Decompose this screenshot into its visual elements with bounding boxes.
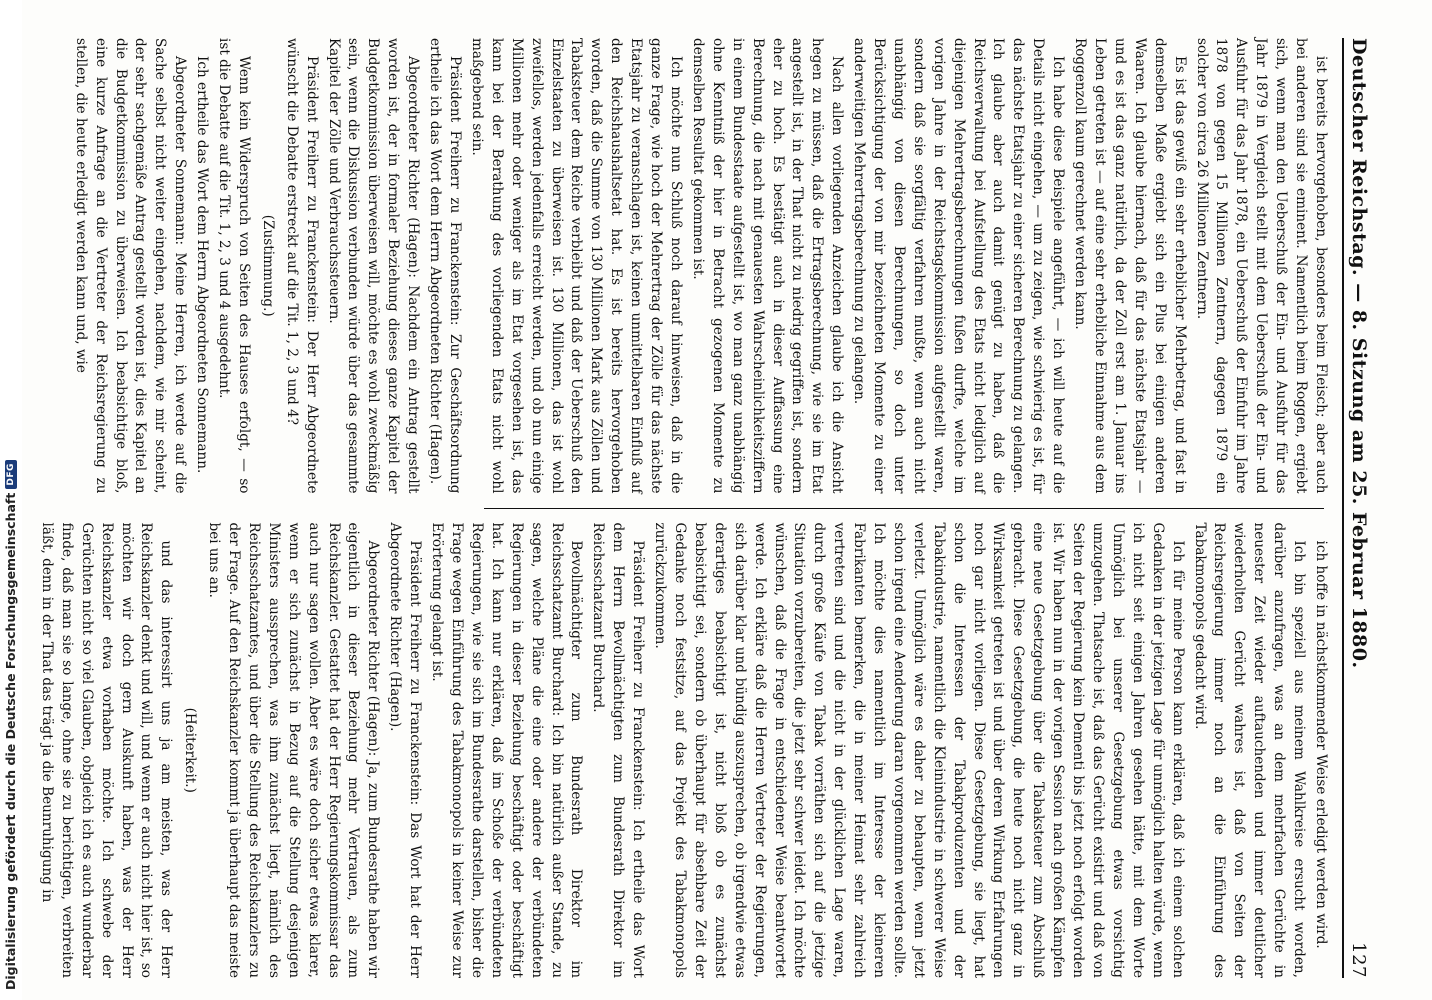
paragraph: Abgeordneter Richter (Hagen): Nachdem ein Antrag gestellt worden ist, der in formaler Beziehung dieses ganze Kapitel der Budgetkommission überweisen will, möchte es wohl zweckmäßig sein, wenn die Diskussion verbunden würde über das gesammte Kapitel der Zölle und Verbrauchssteuern. xyxy=(325,38,422,494)
paragraph: Präsident Freiherr zu Franckenstein: Der Herr Abgeordnete wünscht die Debatte erstreckt auf die Tit. 1, 2, 3 und 4? xyxy=(283,38,320,494)
paragraph: Präsident Freiherr zu Franckenstein: Zur Geschäftsordnung ertheile ich das Wort dem Herrn Abgeordneten Richter (Hagen). xyxy=(427,38,464,494)
credit-text: Digitalisierung gefördert durch die Deutsche Forschungsgemeinschaft xyxy=(3,492,18,990)
paragraph: (Zustimmung.) xyxy=(259,214,276,317)
paragraph: (Heiterkeit.) xyxy=(182,707,199,793)
text-columns xyxy=(38,38,1330,978)
paragraph: Präsident Freiherr zu Franckenstein: Ich ertheile das Wort dem Herrn Bevollmächtigten zum Bundesrath Direktor im Reichsschatzamt Burchard. xyxy=(590,522,647,978)
page-number: 127 xyxy=(1348,942,1369,978)
paragraph: Ich möchte nun Schluß noch darauf hinweisen, daß in die ganze Frage, wie hoch der Mehrertrag der Zölle für das nächste Etatsjahr zu veranschlagen ist, keinen unmittelbaren Einfluß auf den Reichshaushaltsetat hat. Es ist bereits hervorgehoben worden, daß die Summe von 130 Millionen Mark aus Zöllen und Tabaksteuer dem Reiche verbleibt und daß der Ueberschuß den Einzelstaaten zu überweisen ist. 130 Millionen, das ist wohl zweifellos, werden jedenfalls erreicht werden, und ob nun einige Millionen mehr oder weniger als im Etat vorgesehen ist, das kann bei der Berathung des vorliegenden Etats nicht wohl maßgebend sein. xyxy=(468,38,684,494)
right-column xyxy=(38,509,1330,979)
paragraph: Es ist das gewiß ein sehr erheblicher Mehrbetrag, und fast in demselben Maße ergiebt sich ein Plus bei einigen anderen Waaren. Ich glaube hiernach, daß für das nächste Etatsjahr — und es ist das ganz natürlich, da der Zoll erst am 1. Januar ins Leben getreten ist — auf eine sehr erhebliche Einnahme aus dem Roggenzoll kaum gerechnet werden kann. xyxy=(1072,38,1188,494)
paragraph: Wenn kein Widerspruch von Seiten des Hauses erfolgt, — so ist die Debatte auf die Tit. 1, 2, 3 und 4 ausgedehnt. xyxy=(216,38,252,494)
paragraph: Ich ertheile das Wort dem Herrn Abgeordneten Sonnemann. xyxy=(194,56,211,474)
left-column xyxy=(50,38,1330,508)
running-title: Deutscher Reichstag. — 8. Sitzung am 25. Februar 1880. xyxy=(1348,38,1370,669)
paragraph: Ich habe diese Beispiele angeführt, — ich will heute auf die Details nicht eingehen, — um zu zeigen, wie schwierig es ist, für das nächste Etatsjahr zu einer sicheren Berechnung zu gelangen. Ich glaube aber auch damit genügt zu haben, daß die Reichsverwaltung bei Aufstellung des Etats nicht lediglich auf diejenigen Mehrertragsberechnungen fußen durfte, welche im vorigen Jahre in der Reichstagskommission aufgestellt waren, sondern daß sie sorgfältig verfahren mußte, wenn auch nicht unabhängig von diesen Berechnungen, so doch unter Berücksichtigung der von mir bezeichneten Momente zu einer anderweitigen Mehrertragsberechnung zu gelangen. xyxy=(851,38,1067,494)
paragraph: Ich bin speziell aus meinem Wahlkreise ersucht worden, darüber anzufragen, was an dem mehrfachen Gerüchte in neuester Zeit wieder auftauchenden und immer deutlicher wiederholten Gerücht wahres ist, daß von Seiten der Reichsregierung immer noch an die Einführung des Tabakmonopols gedacht wird. xyxy=(1191,522,1308,978)
paragraph: Abgeordneter Richter (Hagen): Ja, zum Bundesrathe haben wir eigentlich in dieser Beziehung mehr Vertrauen, als zum Reichskanzler. Gestattet hat der Herr Regierungskommissar das auch nur sagen wollen. Aber es wäre doch sicher etwas klarer, wenn er sich zunächst in Bezug auf die Stellung desjenigen Ministers aussprechen, was ihm zunächst liegt, nämlich des Reichsschatzamtes, und über die Stellung des Reichskanzlers zu der Frage. Auf den Reichskanzler kommt ja überhaupt das meiste bei uns an. xyxy=(206,522,382,978)
paragraph: ist bereits hervorgehoben, besonders beim Fleisch; aber auch bei anderen sind sie eminent. Namentlich beim Roggen, ergiebt sich, wenn man den Ueberschuß der Ein- und Ausfuhr für das Jahr 1879 in Vergleich stellt mit dem Ueberschuß der Ein- und Ausfuhr für das Jahr 1878, ein Ueberschuß der Einfuhr im Jahre 1878 von gegen 15 Millionen Zentnern, dagegen 1879 ein solcher von circa 26 Millionen Zentnern. xyxy=(1193,38,1329,494)
paragraph: ich hoffe in nächstkommender Weise erledigt werden wird. xyxy=(1313,540,1329,949)
paragraph: Präsident Freiherr zu Franckenstein: Das Wort hat der Herr Abgeordnete Richter (Hagen). xyxy=(387,522,424,978)
paragraph: Ich für meine Person kann erklären, daß ich einem solchen Gedanken in der jetzigen Lage für unmöglich halten würde, wenn ich nicht seit einigen Jahren gesehen hätte, mit dem Worte Unmöglich bei unserer Gesetzgebung etwas vorsichtig umzugehen. Thatsache ist, daß das Gerücht existirt und daß von Seiten der Regierung kein Dementi bis jetzt noch erfolgt worden ist. Wir haben nun in der vorigen Session nach großen Kämpfen eine neue Gesetzgebung über die Tabaksteuer zum Abschluß gebracht. Diese Gesetzgebung, die heute noch nicht ganz in Wirksamkeit getreten ist und über deren Wirkung Erfahrungen noch gar nicht vorliegen. Diese Gesetzgebung, sie liegt, hat schon die Interessen der Tabakproduzenten und der Tabakindustrie, namentlich die Kleinindustrie in schwerer Weise verletzt. Unmöglich wäre es daher zu behaupten, wenn jetzt schon irgend eine Aenderung daran vorgenommen werden sollte. Ich möchte dies namentlich im Interesse der kleineren Fabrikanten bemerken, die in meiner Heimat sehr zahlreich vertreten sind und die nicht in der glücklichen Lage waren, durch große Käufe von Tabak vorräthen sich auf die jetzige Situation vorzubereiten, die jetzt sehr schwer leidet. Ich möchte wünschen, daß die Frage in entschiedener Weise beantwortet werde. Ich erkläre daß die Herren Vertreter der Regierungen, sich darüber klar und bündig auszusprechen, ob irgendwie etwas derartiges beabsichtigt ist, nicht bloß ob es zunächst beabsichtigt sei, sondern ob überhaupt für absehbare Zeit der Gedanke noch festsitze, auf das Projekt des Tabakmonopols zurückzukommen. xyxy=(652,522,1186,978)
paragraph: Nach allen vorliegenden Anzeichen glaube ich die Ansicht hegen zu müssen, daß die Ertragsberechnung, wie sie im Etat angestellt ist, in der That nicht zu niedrig gegriffen ist, sondern eher zu hoch. Es bestätigt auch in dieser Auffassung eine Berechnung, die nach mit genauesten Wahrscheinlichkeitsziffern in einem Bundesstaate aufgestellt ist, wo man ganz unabhängig ohne Kenntniß der hier in Betracht gezogenen Momente zu demselben Resultat gekommen ist. xyxy=(689,38,846,494)
page-header xyxy=(1342,38,1386,978)
paragraph: und das interessirt uns ja am meisten, was der Herr Reichskanzler denkt und will, und wenn er auch nicht hier ist, so möchten wir doch gern Auskunft haben, was der Herr Reichskanzler etwa vorhaben möchte. Ich schwebe der Gerüchten nicht so viel Glauben, obgleich ich es auch wunderbar finde, daß man sie so lange, ohne sie zu berichtigen, verbreiten läßt, denn in der That das trägt ja die Beunruhigung in xyxy=(38,522,175,978)
dfg-logo: DFG xyxy=(5,460,17,489)
paragraph: Abgeordneter Sonnemann: Meine Herren, ich werde auf die Sache selbst nicht weiter eingehen, nachdem, wie mir scheint, der sehr sachgemäße Antrag gestellt worden ist, dies Kapitel an die Budgetkommission zu überweisen. Ich beabsichtige bloß, eine kurze Anfrage an die Vertreter der Reichsregierung zu stellen, die heute erledigt werden kann und, wie xyxy=(72,38,189,494)
paragraph: Bevollmächtigter zum Bundesrath Direktor im Reichsschatzamt Burchard: Ich bin natürlich außer Stande, zu sagen, welche Pläne die eine oder andere der verbündeten Regierungen in dieser Beziehung beschäftigt oder beschäftigt hat. Ich kann nur erklären, daß im Schoße der verbündeten Regierungen, wie sie sich im Bundesrathe darstellen, bisher die Frage wegen Einführung des Tabakmonopols in keiner Weise zur Erörterung gelangt ist. xyxy=(429,522,585,978)
